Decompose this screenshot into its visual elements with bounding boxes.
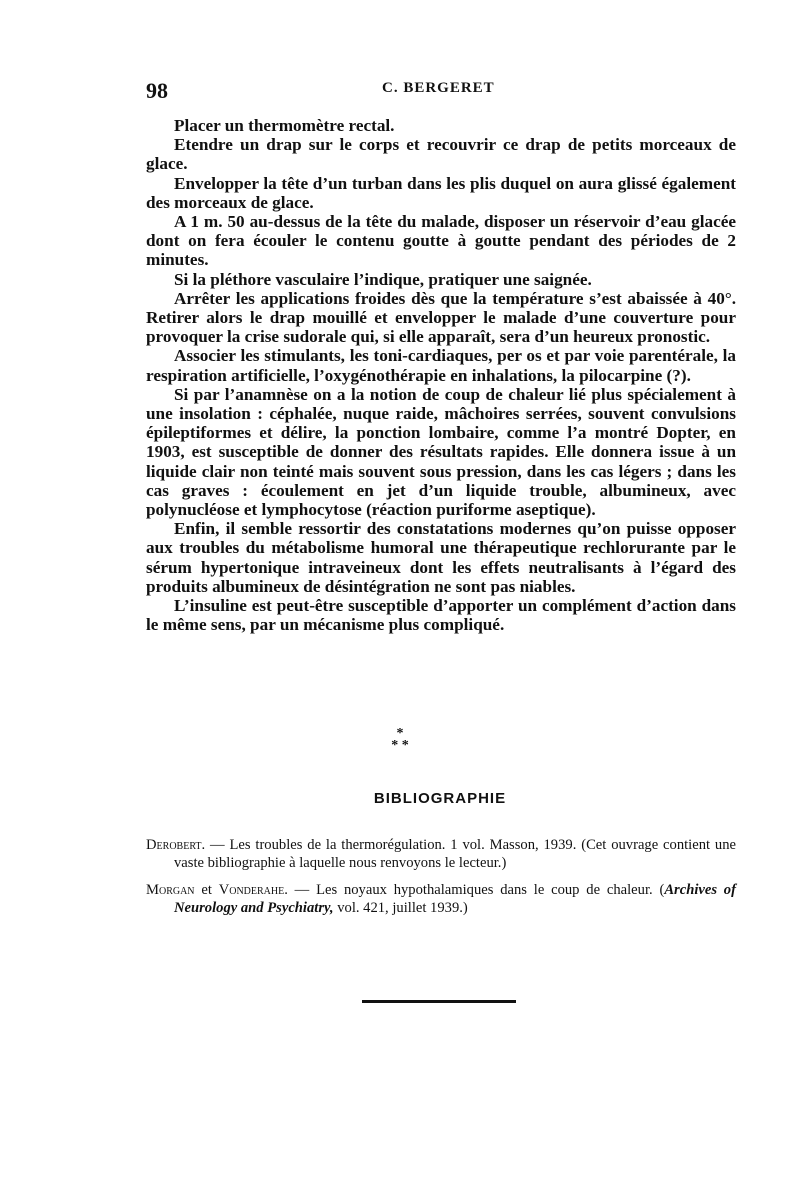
page-header (0, 78, 800, 108)
entry-text: — Les noyaux hypothalamiques dans le coup de chaleur. ( (287, 882, 665, 898)
running-head: C. BERGERET (382, 80, 495, 96)
paragraph: Placer un thermomètre rectal. (174, 116, 395, 135)
end-rule (362, 1000, 516, 1003)
entry-details: vol. 421, juillet 1939.) (333, 900, 468, 916)
bibliography-entry (146, 881, 736, 917)
bibliography-heading: BIBLIOGRAPHIE (373, 790, 507, 807)
page-number: 98 (146, 78, 168, 103)
asterism-bottom: * * (391, 738, 409, 753)
paragraph: Envelopper la tête d’un turban dans les plis duquel on aura glissé également des morceaux de glace. (146, 173, 736, 212)
bibliography-list (146, 836, 736, 926)
entry-text: — Les troubles de la thermorégulation. 1 vol. Masson, 1939. (Cet ouvrage contient une vaste bibliographie à laquelle nous renvoyons le lecteur.) (174, 837, 736, 871)
paragraph: Si la pléthore vasculaire l’indique, pratiquer une saignée. (174, 269, 592, 289)
asterism-separator (0, 728, 800, 752)
paragraph: L’insuline est peut-être susceptible d’apporter un complément d’action dans le même sens, par un mécanisme plus compliqué. (146, 596, 736, 635)
paragraph: Enfin, il semble ressortir des constatations modernes qu’on puisse opposer aux troubles du métabolisme humoral une thérapeutique rechlorurante par le sérum hypertonique intraveineux dont les effets neutralisants à l’égard des produits albumineux de désintégration ne sont pas niables. (146, 519, 736, 596)
entry-journal: Archives of Neurology and Psychiatry, (174, 882, 736, 916)
paragraph: Arrêter les applications froides dès que la température s’est abaissée à 40°. Retirer alors le drap mouillé et envelopper le malade d’une couverture pour provoquer la crise sudorale qui, si elle apparaît, sera d’un heureux pronostic. (146, 288, 736, 347)
entry-author: Vonderahe. (218, 882, 288, 898)
entry-author: Morgan (146, 882, 195, 898)
bibliography-entry (146, 836, 736, 872)
entry-conjunction: et (194, 882, 219, 898)
paragraph: A 1 m. 50 au-dessus de la tête du malade, disposer un réservoir d’eau glacée dont on fera écouler le contenu goutte à goutte pendant des périodes de 2 minutes. (146, 212, 736, 270)
asterism-top: * (396, 726, 404, 741)
paragraph: Si par l’anamnèse on a la notion de coup de chaleur lié plus spécialement à une insolation : céphalée, nuque raide, mâchoires serrées, souvent convulsions épileptiformes et délire, la ponction lombaire, comme l’a montré Dopter, en 1903, est susceptible de donner des résultats rapides. Elle donnera issue à un liquide clair non teinté mais souvent sous pression, dans les cas légers ; dans les cas graves : écoulement en jet d’un liquide trouble, albumineux, avec polynucléose et lymphocytose (réaction puriforme aseptique). (146, 384, 736, 520)
paragraph: Associer les stimulants, les toni-cardiaques, per os et par voie parentérale, la respiration artificielle, l’oxygénothérapie en inhalations, la pilocarpine (?). (146, 346, 736, 385)
paragraph: Etendre un drap sur le corps et recouvrir ce drap de petits morceaux de glace. (146, 135, 736, 174)
entry-author: Derobert. (146, 837, 206, 853)
body-text (146, 116, 736, 634)
